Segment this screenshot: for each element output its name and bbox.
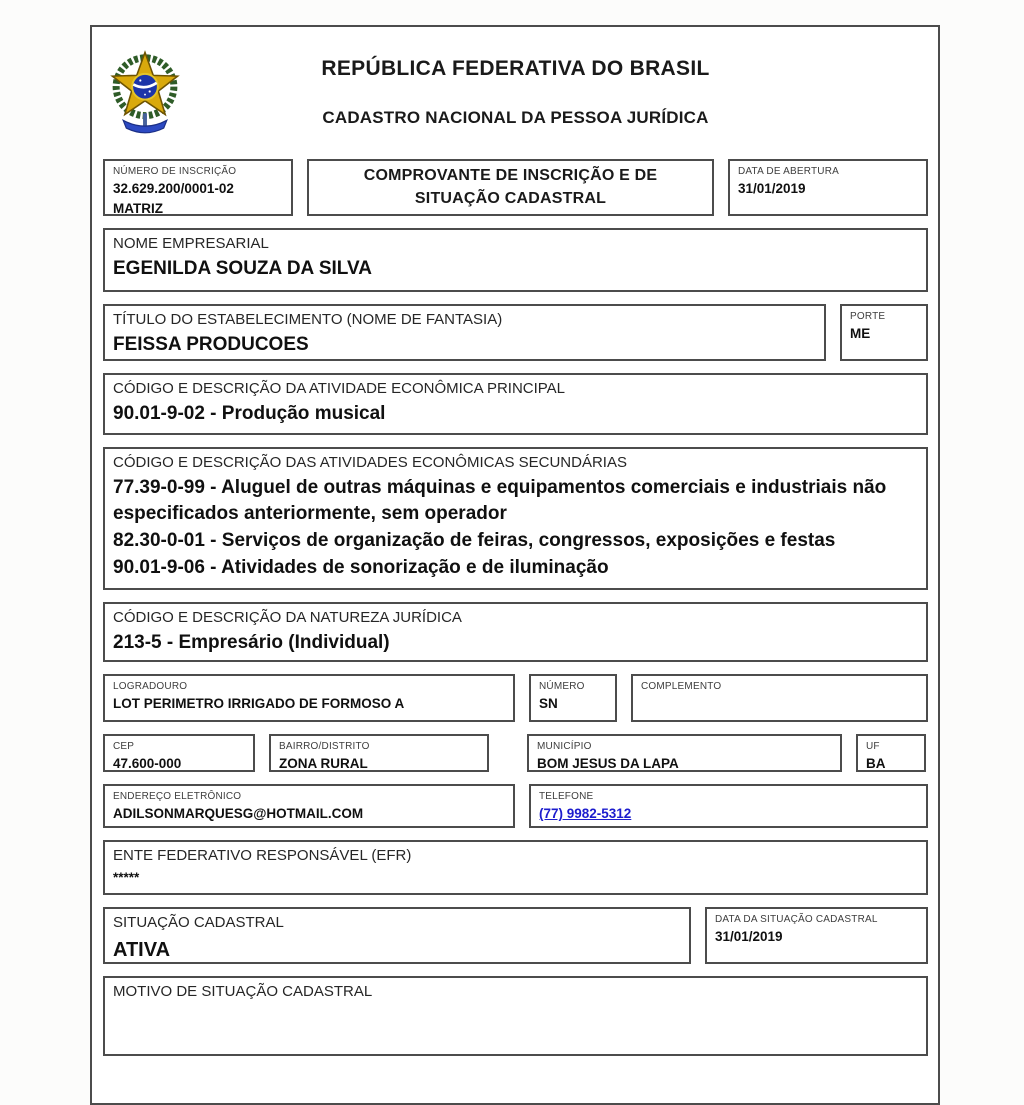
- numero-inscricao-value: 32.629.200/0001-02: [113, 181, 234, 196]
- endereco-eletronico-value: ADILSONMARQUESG@HOTMAIL.COM: [113, 806, 364, 822]
- row-situacao: [103, 907, 928, 964]
- telefone-link[interactable]: (77) 9982-5312: [539, 806, 632, 822]
- row-nome-empresarial: [103, 228, 928, 292]
- field-ente-federativo: [103, 840, 928, 895]
- endereco-eletronico-label: ENDEREÇO ELETRÔNICO: [113, 791, 242, 803]
- row-natureza-juridica: [103, 602, 928, 662]
- field-data-situacao-cadastral: [705, 907, 928, 964]
- field-titulo-estabelecimento: [103, 304, 826, 361]
- field-motivo-situacao: [103, 976, 928, 1056]
- row-endereco: [103, 734, 928, 772]
- field-porte: [840, 304, 928, 361]
- municipio-value: BOM JESUS DA LAPA: [537, 756, 679, 772]
- atividade-principal-value: 90.01-9-02 - Produção musical: [113, 402, 386, 424]
- data-situacao-cadastral-label: DATA DA SITUAÇÃO CADASTRAL: [715, 914, 878, 926]
- comprovante-title: COMPROVANTE DE INSCRIÇÃO E DE SITUAÇÃO CADASTRAL: [307, 159, 714, 216]
- row-efr: [103, 840, 928, 895]
- field-endereco-eletronico: [103, 784, 515, 828]
- motivo-situacao-label: MOTIVO DE SITUAÇÃO CADASTRAL: [113, 983, 373, 1001]
- bairro-distrito-value: ZONA RURAL: [279, 756, 368, 772]
- nome-empresarial-label: NOME EMPRESARIAL: [113, 235, 269, 252]
- data-abertura-label: DATA DE ABERTURA: [738, 166, 840, 177]
- field-atividades-secundarias: [103, 447, 928, 590]
- atividade-secundaria-item: 77.39-0-99 - Aluguel de outras máquinas e equipamentos comerciais e industriais não especificados anteriormente, sem operador: [113, 476, 887, 525]
- row-inscription: [103, 159, 928, 216]
- row-titulo-porte: [103, 304, 928, 361]
- numero-value: SN: [539, 696, 558, 712]
- cep-value: 47.600-000: [113, 756, 182, 772]
- numero-inscricao-label: NÚMERO DE INSCRIÇÃO: [113, 166, 237, 177]
- field-situacao-cadastral: [103, 907, 691, 964]
- document-header: [103, 35, 928, 147]
- natureza-juridica-value: 213-5 - Empresário (Individual): [113, 631, 390, 653]
- registry-title: CADASTRO NACIONAL DA PESSOA JURÍDICA: [322, 108, 709, 127]
- field-municipio: [527, 734, 842, 772]
- titulo-estabelecimento-value: FEISSA PRODUCOES: [113, 333, 309, 355]
- header-titles: [103, 35, 928, 128]
- field-complemento: [631, 674, 928, 722]
- field-cep: [103, 734, 255, 772]
- field-telefone: [529, 784, 928, 828]
- uf-value: BA: [866, 756, 886, 772]
- municipio-label: MUNICÍPIO: [537, 741, 592, 753]
- republic-title: REPÚBLICA FEDERATIVA DO BRASIL: [321, 57, 710, 80]
- telefone-label: TELEFONE: [539, 791, 594, 803]
- situacao-cadastral-label: SITUAÇÃO CADASTRAL: [113, 914, 284, 932]
- natureza-juridica-label: CÓDIGO E DESCRIÇÃO DA NATUREZA JURÍDICA: [113, 609, 462, 627]
- nome-empresarial-value: EGENILDA SOUZA DA SILVA: [113, 257, 372, 279]
- row-motivo-situacao: [103, 976, 928, 1056]
- cnpj-certificate-document: [90, 25, 940, 1105]
- porte-value: ME: [850, 326, 871, 341]
- situacao-cadastral-value: ATIVA: [113, 938, 171, 961]
- atividade-secundaria-item: 90.01-9-06 - Atividades de sonorização e de iluminação: [113, 557, 609, 579]
- field-natureza-juridica: [103, 602, 928, 662]
- uf-label: UF: [866, 741, 880, 753]
- field-bairro-distrito: [269, 734, 489, 772]
- bairro-distrito-label: BAIRRO/DISTRITO: [279, 741, 370, 753]
- row-contato: [103, 784, 928, 828]
- logradouro-value: LOT PERIMETRO IRRIGADO DE FORMOSO A: [113, 696, 405, 712]
- field-uf: [856, 734, 926, 772]
- titulo-estabelecimento-label: TÍTULO DO ESTABELECIMENTO (NOME DE FANTASIA): [113, 311, 503, 328]
- numero-label: NÚMERO: [539, 681, 585, 693]
- field-nome-empresarial: [103, 228, 928, 292]
- data-abertura-value: 31/01/2019: [738, 181, 806, 196]
- field-logradouro: [103, 674, 515, 722]
- ente-federativo-value: *****: [113, 869, 140, 885]
- atividade-secundaria-item: 82.30-0-01 - Serviços de organização de feiras, congressos, exposições e festas: [113, 530, 836, 552]
- row-atividade-principal: [103, 373, 928, 435]
- field-numero-inscricao: [103, 159, 293, 216]
- numero-inscricao-unit-type: MATRIZ: [113, 200, 163, 216]
- logradouro-label: LOGRADOURO: [113, 681, 188, 693]
- field-numero: [529, 674, 617, 722]
- field-atividade-principal: [103, 373, 928, 435]
- field-data-abertura: [728, 159, 928, 216]
- row-atividades-secundarias: [103, 447, 928, 590]
- cep-label: CEP: [113, 741, 135, 753]
- data-situacao-cadastral-value: 31/01/2019: [715, 929, 783, 945]
- atividades-secundarias-label: CÓDIGO E DESCRIÇÃO DAS ATIVIDADES ECONÔMICAS SECUNDÁRIAS: [113, 454, 627, 471]
- porte-label: PORTE: [850, 311, 886, 322]
- ente-federativo-label: ENTE FEDERATIVO RESPONSÁVEL (EFR): [113, 847, 412, 865]
- atividade-principal-label: CÓDIGO E DESCRIÇÃO DA ATIVIDADE ECONÔMICA PRINCIPAL: [113, 380, 566, 397]
- complemento-label: COMPLEMENTO: [641, 681, 722, 693]
- row-logradouro: [103, 674, 928, 722]
